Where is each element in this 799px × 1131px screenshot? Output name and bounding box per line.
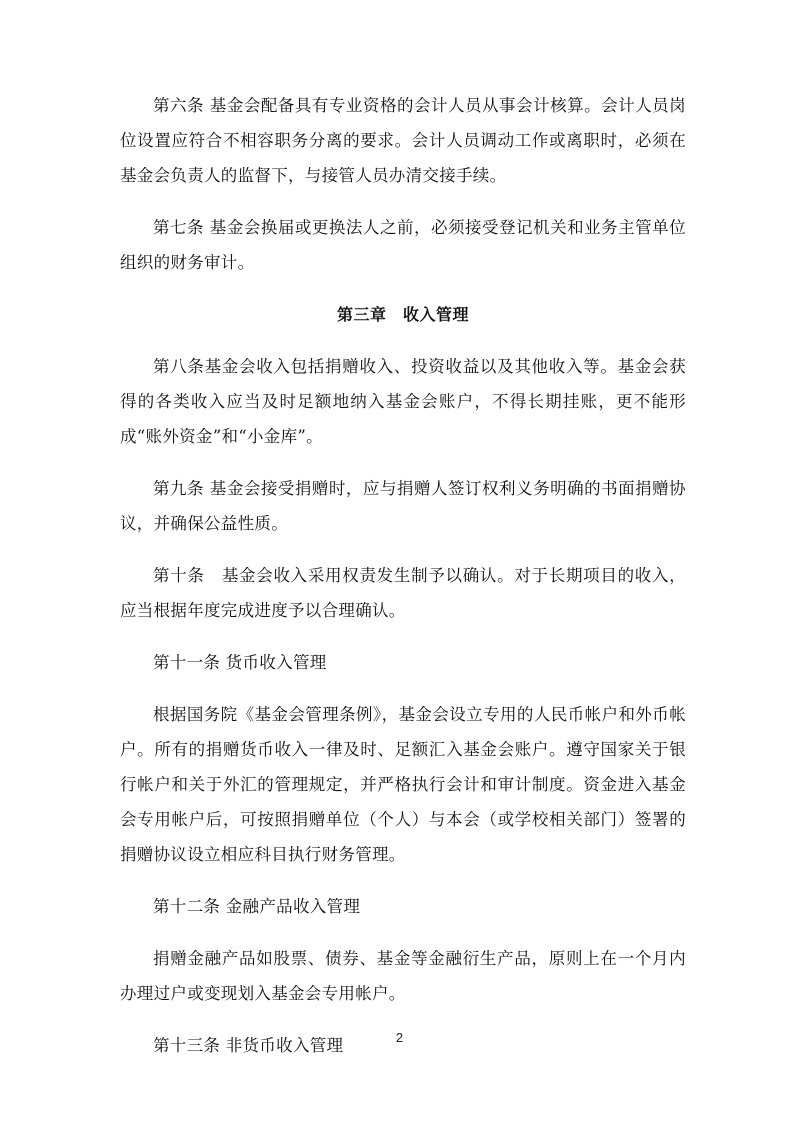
document-body xyxy=(120,88,686,1080)
page-number: 2 xyxy=(395,1030,404,1045)
chapter-heading: 第三章 收入管理 xyxy=(336,305,469,324)
article-9-paragraph: 第九条 基金会接受捐赠时，应与捐赠人签订权利义务明确的书面捐赠协议，并确保公益性质。 xyxy=(120,479,686,533)
article-8-paragraph: 第八条基金会收入包括捐赠收入、投资收益以及其他收入等。基金会获得的各类收入应当及时足额地纳入基金会账户，不得长期挂账，更不能形成“账外资金”和“小金库”。 xyxy=(120,357,686,446)
article-10-paragraph: 第十条 基金会收入采用权责发生制予以确认。对于长期项目的收入，应当根据年度完成进度予以合理确认。 xyxy=(120,566,686,620)
article-7-paragraph: 第七条 基金会换届或更换法人之前，必须接受登记机关和业务主管单位组织的财务审计。 xyxy=(120,218,686,272)
article-11-body: 根据国务院《基金会管理条例》，基金会设立专用的人民币帐户和外币帐户。所有的捐赠货币收入一律及时、足额汇入基金会账户。遵守国家关于银行帐户和关于外汇的管理规定，并严格执行会计和审计制度。资金进入基金会专用帐户后，可按照捐赠单位（个人）与本会（或学校相关部门）签署的捐赠协议设立相应科目执行财务管理。 xyxy=(120,705,686,864)
article-12-body: 捐赠金融产品如股票、债券、基金等金融衍生产品，原则上在一个月内办理过户或变现划入基金会专用帐户。 xyxy=(120,949,686,1003)
article-6-paragraph: 第六条 基金会配备具有专业资格的会计人员从事会计核算。会计人员岗位设置应符合不相容职务分离的要求。会计人员调动工作或离职时，必须在基金会负责人的监督下，与接管人员办清交接手续。 xyxy=(120,96,686,185)
article-12-title: 第十二条 金融产品收入管理 xyxy=(153,897,361,916)
article-11-title: 第十一条 货币收入管理 xyxy=(153,653,327,672)
article-13-title: 第十三条 非货币收入管理 xyxy=(153,1036,344,1055)
